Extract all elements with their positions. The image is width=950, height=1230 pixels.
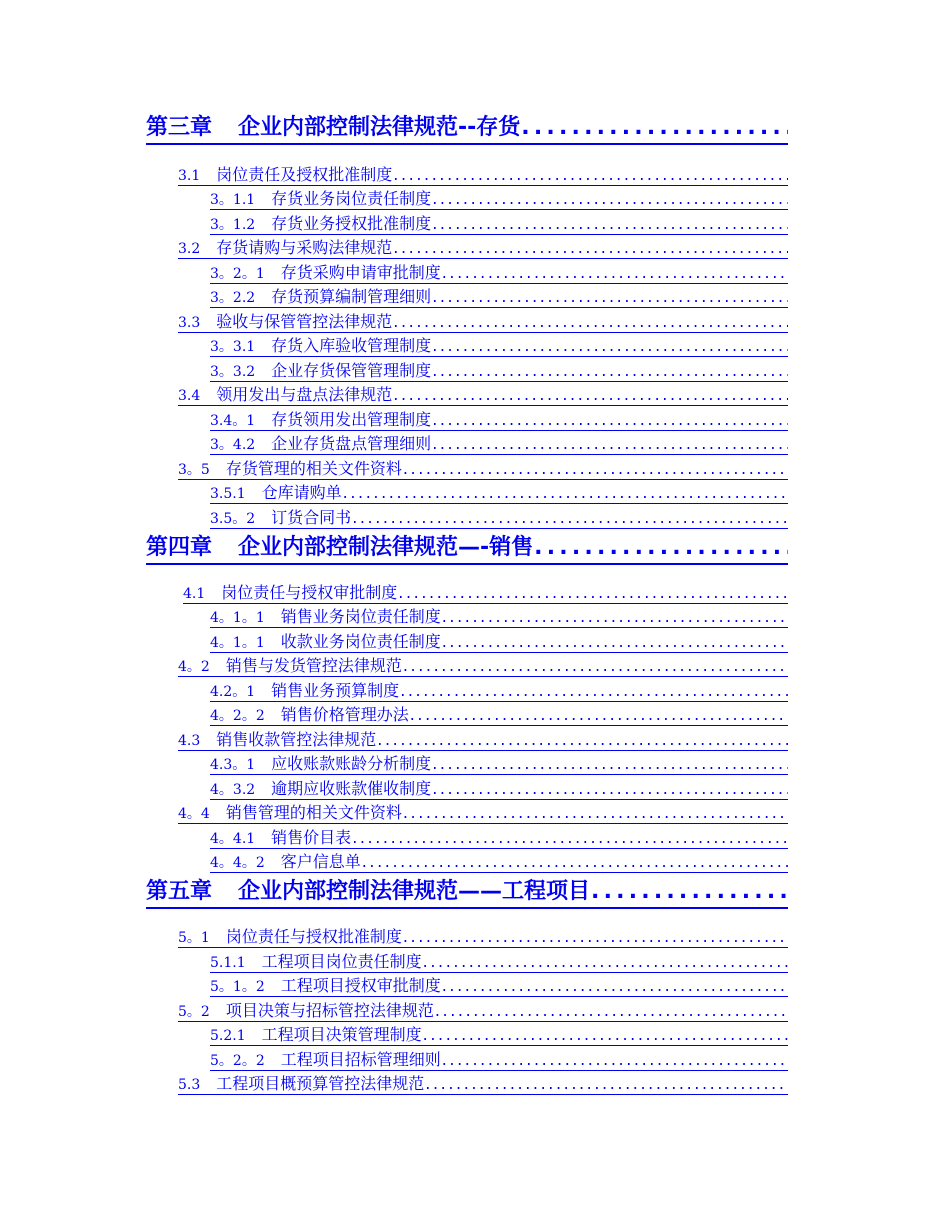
toc-number: 4.1 (183, 586, 206, 602)
toc-number: 4。4。2 (210, 855, 265, 871)
toc-title: 收款业务岗位责任制度 (280, 632, 441, 651)
toc-title: 企业存货盘点管理细则 (271, 434, 432, 453)
toc-title: 客户信息单 (280, 852, 361, 871)
toc-number: 5.1.1 (210, 955, 246, 971)
toc-number: 5.3 (178, 1077, 201, 1093)
toc-title: 工程项目招标管理细则 (280, 1050, 441, 1069)
toc-dot-leader (432, 753, 788, 774)
toc-subsection-3-5-2[interactable] (210, 507, 788, 529)
toc-dot-leader (393, 164, 788, 185)
toc-section-4-4[interactable] (178, 802, 788, 824)
toc-dot-leader (403, 926, 788, 947)
toc-title: 存货预算编制管理细则 (271, 287, 432, 306)
toc-subsection-4-3-2[interactable] (210, 778, 788, 800)
toc-dot-leader (410, 704, 788, 725)
toc-title: 存货业务岗位责任制度 (271, 189, 432, 208)
toc-title: 销售业务预算制度 (271, 681, 400, 700)
toc-chapter-5[interactable] (146, 877, 788, 909)
toc-dot-leader (403, 655, 788, 676)
toc-subsection-3-3-2[interactable] (210, 360, 788, 382)
toc-dot-leader (352, 827, 788, 848)
toc-dot-leader (432, 409, 788, 430)
toc-subsection-3-4-1[interactable] (210, 409, 788, 431)
toc-section-3-1[interactable] (178, 164, 788, 186)
toc-title: 存货领用发出管理制度 (271, 410, 432, 429)
toc-dot-leader (377, 729, 788, 750)
toc-title: 逾期应收账款催收制度 (271, 779, 432, 798)
toc-subsection-3-4-2[interactable] (210, 433, 788, 455)
toc-title: 仓库请购单 (261, 483, 342, 502)
toc-title: 存货业务授权批准制度 (271, 214, 432, 233)
toc-title: 岗位责任与授权审批制度 (221, 583, 398, 602)
toc-dot-leader (403, 802, 788, 823)
toc-title: 工程项目概预算管控法律规范 (216, 1074, 425, 1093)
toc-title: 项目决策与招标管控法律规范 (225, 1001, 434, 1020)
toc-title: 工程项目决策管理制度 (261, 1025, 422, 1044)
toc-section-4-1[interactable] (183, 582, 788, 604)
toc-section-5-3[interactable] (178, 1073, 788, 1095)
toc-number: 4.3。1 (210, 757, 256, 773)
toc-title: 存货请购与采购法律规范 (216, 238, 393, 257)
toc-number: 第四章 (146, 535, 213, 560)
toc-subsection-4-2-1[interactable] (210, 680, 788, 702)
toc-dot-leader (432, 286, 788, 307)
toc-title: 订货合同书 (271, 508, 352, 527)
toc-number: 5.2.1 (210, 1028, 246, 1044)
toc-dot-leader (432, 213, 788, 234)
toc-dot-leader (432, 335, 788, 356)
toc-number: 3。5 (178, 462, 210, 478)
toc-number: 4。3.2 (210, 782, 256, 798)
toc-title: 领用发出与盘点法律规范 (216, 385, 393, 404)
toc-dot-leader (423, 1024, 788, 1045)
toc-dot-leader (442, 975, 788, 996)
toc-dot-leader (403, 458, 788, 479)
toc-subsection-5-1-2[interactable] (210, 975, 788, 997)
toc-section-5-2[interactable] (178, 1000, 788, 1022)
toc-dot-leader (393, 237, 788, 258)
toc-title: 存货采购申请审批制度 (280, 263, 441, 282)
toc-dot-leader (400, 680, 788, 701)
toc-section-3-2[interactable] (178, 237, 788, 259)
toc-subsection-3-3-1[interactable] (210, 335, 788, 357)
toc-section-4-3[interactable] (178, 729, 788, 751)
toc-number: 3。4.2 (210, 437, 256, 453)
toc-chapter-4[interactable] (146, 533, 788, 565)
toc-dot-leader (534, 533, 788, 563)
toc-title: 应收账款账龄分析制度 (271, 754, 432, 773)
toc-number: 5。1 (178, 930, 210, 946)
toc-number: 4。2。2 (210, 708, 265, 724)
toc-subsection-5-2-2[interactable] (210, 1049, 788, 1071)
toc-section-4-2[interactable] (178, 655, 788, 677)
toc-title: 工程项目岗位责任制度 (261, 952, 422, 971)
toc-number: 4.3 (178, 733, 201, 749)
toc-number: 3.3 (178, 315, 201, 331)
toc-dot-leader (442, 262, 788, 283)
toc-number: 3.2 (178, 241, 201, 257)
toc-number: 4.2。1 (210, 684, 256, 700)
toc-dot-leader (393, 384, 788, 405)
toc-title: 企业存货保管管理制度 (271, 361, 432, 380)
toc-subsection-4-2-2[interactable] (210, 704, 788, 726)
toc-title: 销售业务岗位责任制度 (280, 607, 441, 626)
toc-number: 3.4 (178, 388, 201, 404)
toc-subsection-5-2-1[interactable] (210, 1024, 788, 1046)
toc-number: 3。1.2 (210, 217, 256, 233)
toc-subsection-4-1-1b[interactable] (210, 631, 788, 653)
toc-title: 存货管理的相关文件资料 (225, 459, 402, 478)
toc-title: 企业内部控制法律规范—-销售 (238, 535, 534, 560)
toc-title: 岗位责任及授权批准制度 (216, 165, 393, 184)
toc-subsection-3-2-2[interactable] (210, 286, 788, 308)
toc-number: 4。1。1 (210, 610, 265, 626)
toc-number: 第三章 (146, 115, 213, 140)
toc-dot-leader (432, 360, 788, 381)
toc-dot-leader (521, 113, 788, 143)
toc-number: 5。2。2 (210, 1053, 265, 1069)
toc-number: 3。3.1 (210, 339, 256, 355)
toc-subsection-5-1-1[interactable] (210, 951, 788, 973)
toc-number: 3.1 (178, 168, 201, 184)
toc-subsection-4-3-1[interactable] (210, 753, 788, 775)
toc-subsection-3-1-2[interactable] (210, 213, 788, 235)
toc-dot-leader (442, 606, 788, 627)
toc-subsection-4-1-1a[interactable] (210, 606, 788, 628)
toc-dot-leader (432, 778, 788, 799)
toc-number: 4。4 (178, 806, 210, 822)
toc-title: 销售管理的相关文件资料 (225, 803, 402, 822)
toc-number: 3。2.2 (210, 290, 256, 306)
toc-dot-leader (442, 1049, 788, 1070)
toc-dot-leader (432, 188, 788, 209)
toc-section-3-5[interactable] (178, 458, 788, 480)
toc-number: 3.5.1 (210, 486, 246, 502)
toc-title: 销售价目表 (271, 828, 352, 847)
toc-dot-leader (425, 1073, 788, 1094)
toc-number: 3。2。1 (210, 266, 265, 282)
toc-subsection-3-1-1[interactable] (210, 188, 788, 210)
toc-title: 销售收款管控法律规范 (216, 730, 377, 749)
toc-subsection-4-4-2[interactable] (210, 851, 788, 873)
toc-title: 企业内部控制法律规范——工程项目 (238, 879, 591, 904)
toc-dot-leader (362, 851, 788, 872)
toc-number: 5。1。2 (210, 979, 265, 995)
toc-number: 3。1.1 (210, 192, 256, 208)
toc-chapter-3[interactable] (146, 113, 788, 145)
toc-section-3-3[interactable] (178, 311, 788, 333)
toc-title: 存货入库验收管理制度 (271, 336, 432, 355)
toc-number: 4。2 (178, 659, 210, 675)
toc-dot-leader (432, 433, 788, 454)
toc-number: 4。4.1 (210, 831, 256, 847)
toc-dot-leader (435, 1000, 788, 1021)
toc-number: 3。3.2 (210, 364, 256, 380)
toc-title: 岗位责任与授权批准制度 (225, 927, 402, 946)
toc-title: 销售与发货管控法律规范 (225, 656, 402, 675)
toc-number: 3.5。2 (210, 511, 256, 527)
toc-dot-leader (393, 311, 788, 332)
toc-title: 验收与保管管控法律规范 (216, 312, 393, 331)
toc-title: 工程项目授权审批制度 (280, 976, 441, 995)
toc-section-5-1[interactable] (178, 926, 788, 948)
toc-title: 销售价格管理办法 (280, 705, 409, 724)
toc-subsection-3-2-1[interactable] (210, 262, 788, 284)
toc-dot-leader (398, 582, 788, 603)
toc-number: 4。1。1 (210, 635, 265, 651)
toc-section-3-4[interactable] (178, 384, 788, 406)
toc-subsection-4-4-1[interactable] (210, 827, 788, 849)
toc-subsection-3-5-1[interactable] (210, 482, 788, 504)
toc-dot-leader (343, 482, 788, 503)
toc-number: 3.4。1 (210, 413, 256, 429)
toc-dot-leader (591, 877, 788, 907)
toc-dot-leader (352, 507, 788, 528)
toc-number: 5。2 (178, 1004, 210, 1020)
toc-dot-leader (442, 631, 788, 652)
toc-title: 企业内部控制法律规范--存货 (238, 115, 521, 140)
toc-number: 第五章 (146, 879, 213, 904)
toc-dot-leader (423, 951, 788, 972)
